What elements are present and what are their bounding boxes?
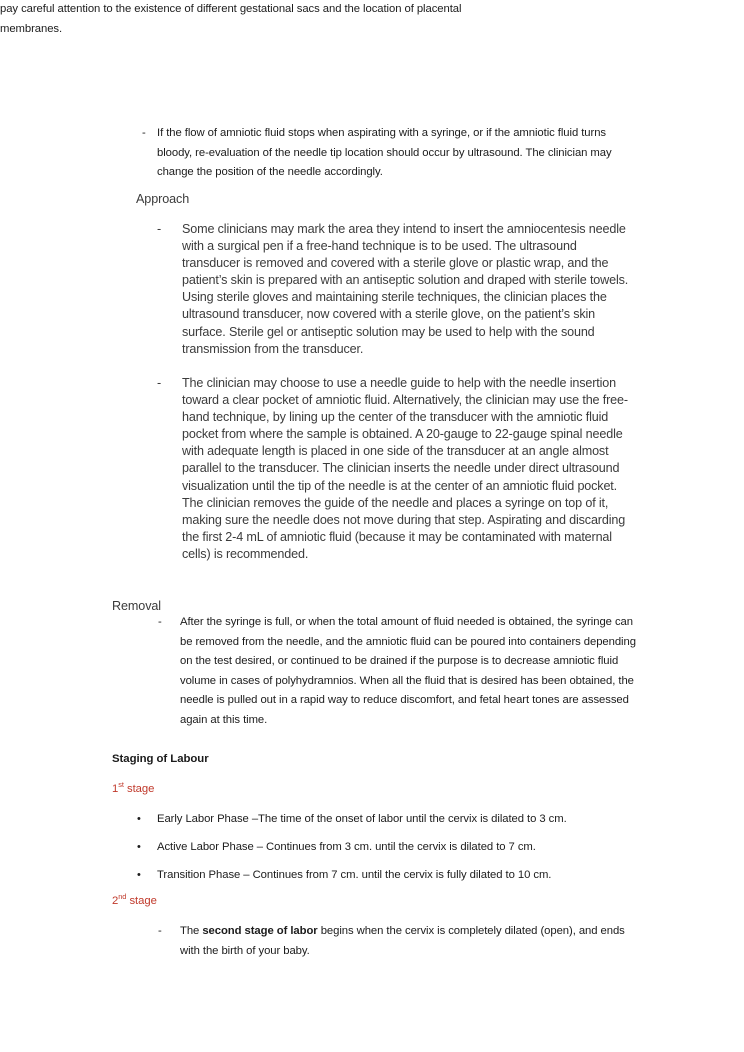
dash-bullet-icon: -: [142, 127, 146, 139]
stage-label-second: [112, 892, 157, 907]
list-item-active-labor-phase: [137, 838, 637, 858]
list-item-text: The clinician may choose to use a needle guide to help with the needle insertion toward a clear pocket of amniotic fluid. Alternatively, the clinician may use the free-hand technique, by lining up the center of the transducer with the amniotic fluid pocket from where the sample is obtained. A 20-gauge to 22-gauge spinal needle with adequate length is placed in one side of the transducer at an angle almost parallel to the transducer. The clinician inserts the needle under direct ultrasound visualization until the tip of the needle is at the center of an amniotic fluid pocket. The clinician removes the guide of the needle and places a syringe on top of it, making sure the needle does not move during that step. Aspirating and discarding the first 2-4 mL of amniotic fluid (because it may be contaminated with maternal cells) is recommended.: [182, 376, 628, 561]
dash-bullet-icon: -: [157, 376, 162, 390]
paragraph-continuation: [0, 0, 478, 39]
round-bullet-icon: •: [137, 869, 141, 881]
list-item-text: Active Labor Phase – Continues from 3 cm. until the cervix is dilated to 7 cm.: [157, 841, 536, 853]
stage-number: 2: [112, 895, 119, 907]
stage-word: stage: [123, 783, 155, 795]
list-item-removal: [158, 613, 636, 730]
text-emphasis: second stage of labor: [202, 925, 318, 937]
stage-label-first: [112, 780, 155, 795]
list-item-early-labor-phase: [137, 810, 637, 830]
dash-bullet-icon: -: [158, 616, 162, 628]
continuation-text: pay careful attention to the existence of different gestational sacs and the location of placental membranes.: [0, 3, 462, 35]
stage-ordinal-suffix: st: [118, 780, 124, 790]
stage-ordinal-suffix: nd: [118, 892, 127, 902]
round-bullet-icon: •: [137, 841, 141, 853]
list-item-text: Some clinicians may mark the area they intend to insert the amniocentesis needle with a surgical pen if a free-hand technique is to be used. The ultrasound transducer is removed and covered with a sterile glove or plastic wrap, and the patient’s skin is prepared with an antiseptic solution and draped with sterile towels. Using sterile gloves and maintaining sterile techniques, the clinician places the ultrasound transducer, now covered with a sterile glove, on the patient’s skin surface. Sterile gel or antiseptic solution may be used to help with the sound transmission from the transducer.: [182, 222, 629, 356]
list-item-text: [180, 922, 636, 961]
list-item-text: Transition Phase – Continues from 7 cm. until the cervix is fully dilated to 10 cm.: [157, 869, 552, 881]
list-item-text: If the flow of amniotic fluid stops when aspirating with a syringe, or if the amniotic fluid turns bloody, re-evaluation of the needle tip location should occur by ultrasound. The clinician may change the position of the needle accordingly.: [157, 127, 612, 178]
section-heading-approach: Approach: [136, 192, 190, 206]
section-heading-staging-of-labour: Staging of Labour: [112, 753, 209, 765]
list-item-second-stage: [158, 922, 636, 961]
list-item-amniotic-flow: [142, 124, 635, 183]
stage-word: stage: [126, 895, 157, 907]
text-prefix: The: [180, 925, 203, 937]
dash-bullet-icon: -: [157, 222, 162, 236]
list-item-text: After the syringe is full, or when the total amount of fluid needed is obtained, the syringe can be removed from the needle, and the amniotic fluid can be poured into containers depending on the test desired, or continued to be drained if the purpose is to decrease amniotic fluid volume in cases of polyhydramnios. When all the fluid that is desired has been obtained, the needle is pulled out in a rapid way to reduce discomfort, and fetal heart tones are assessed again at this time.: [180, 616, 636, 726]
section-heading-removal: Removal: [112, 599, 161, 613]
list-item-transition-phase: [137, 866, 637, 886]
dash-bullet-icon: -: [158, 925, 162, 937]
list-item-text: Early Labor Phase –The time of the onset of labor until the cervix is dilated to 3 cm.: [157, 813, 567, 825]
stage-number: 1: [112, 783, 119, 795]
list-item-approach-1: [157, 221, 635, 358]
text-suffix: begins when the cervix is completely dilated (open), and ends with the birth of your baby.: [180, 925, 625, 957]
list-item-approach-2: [157, 375, 635, 563]
round-bullet-icon: •: [137, 813, 141, 825]
